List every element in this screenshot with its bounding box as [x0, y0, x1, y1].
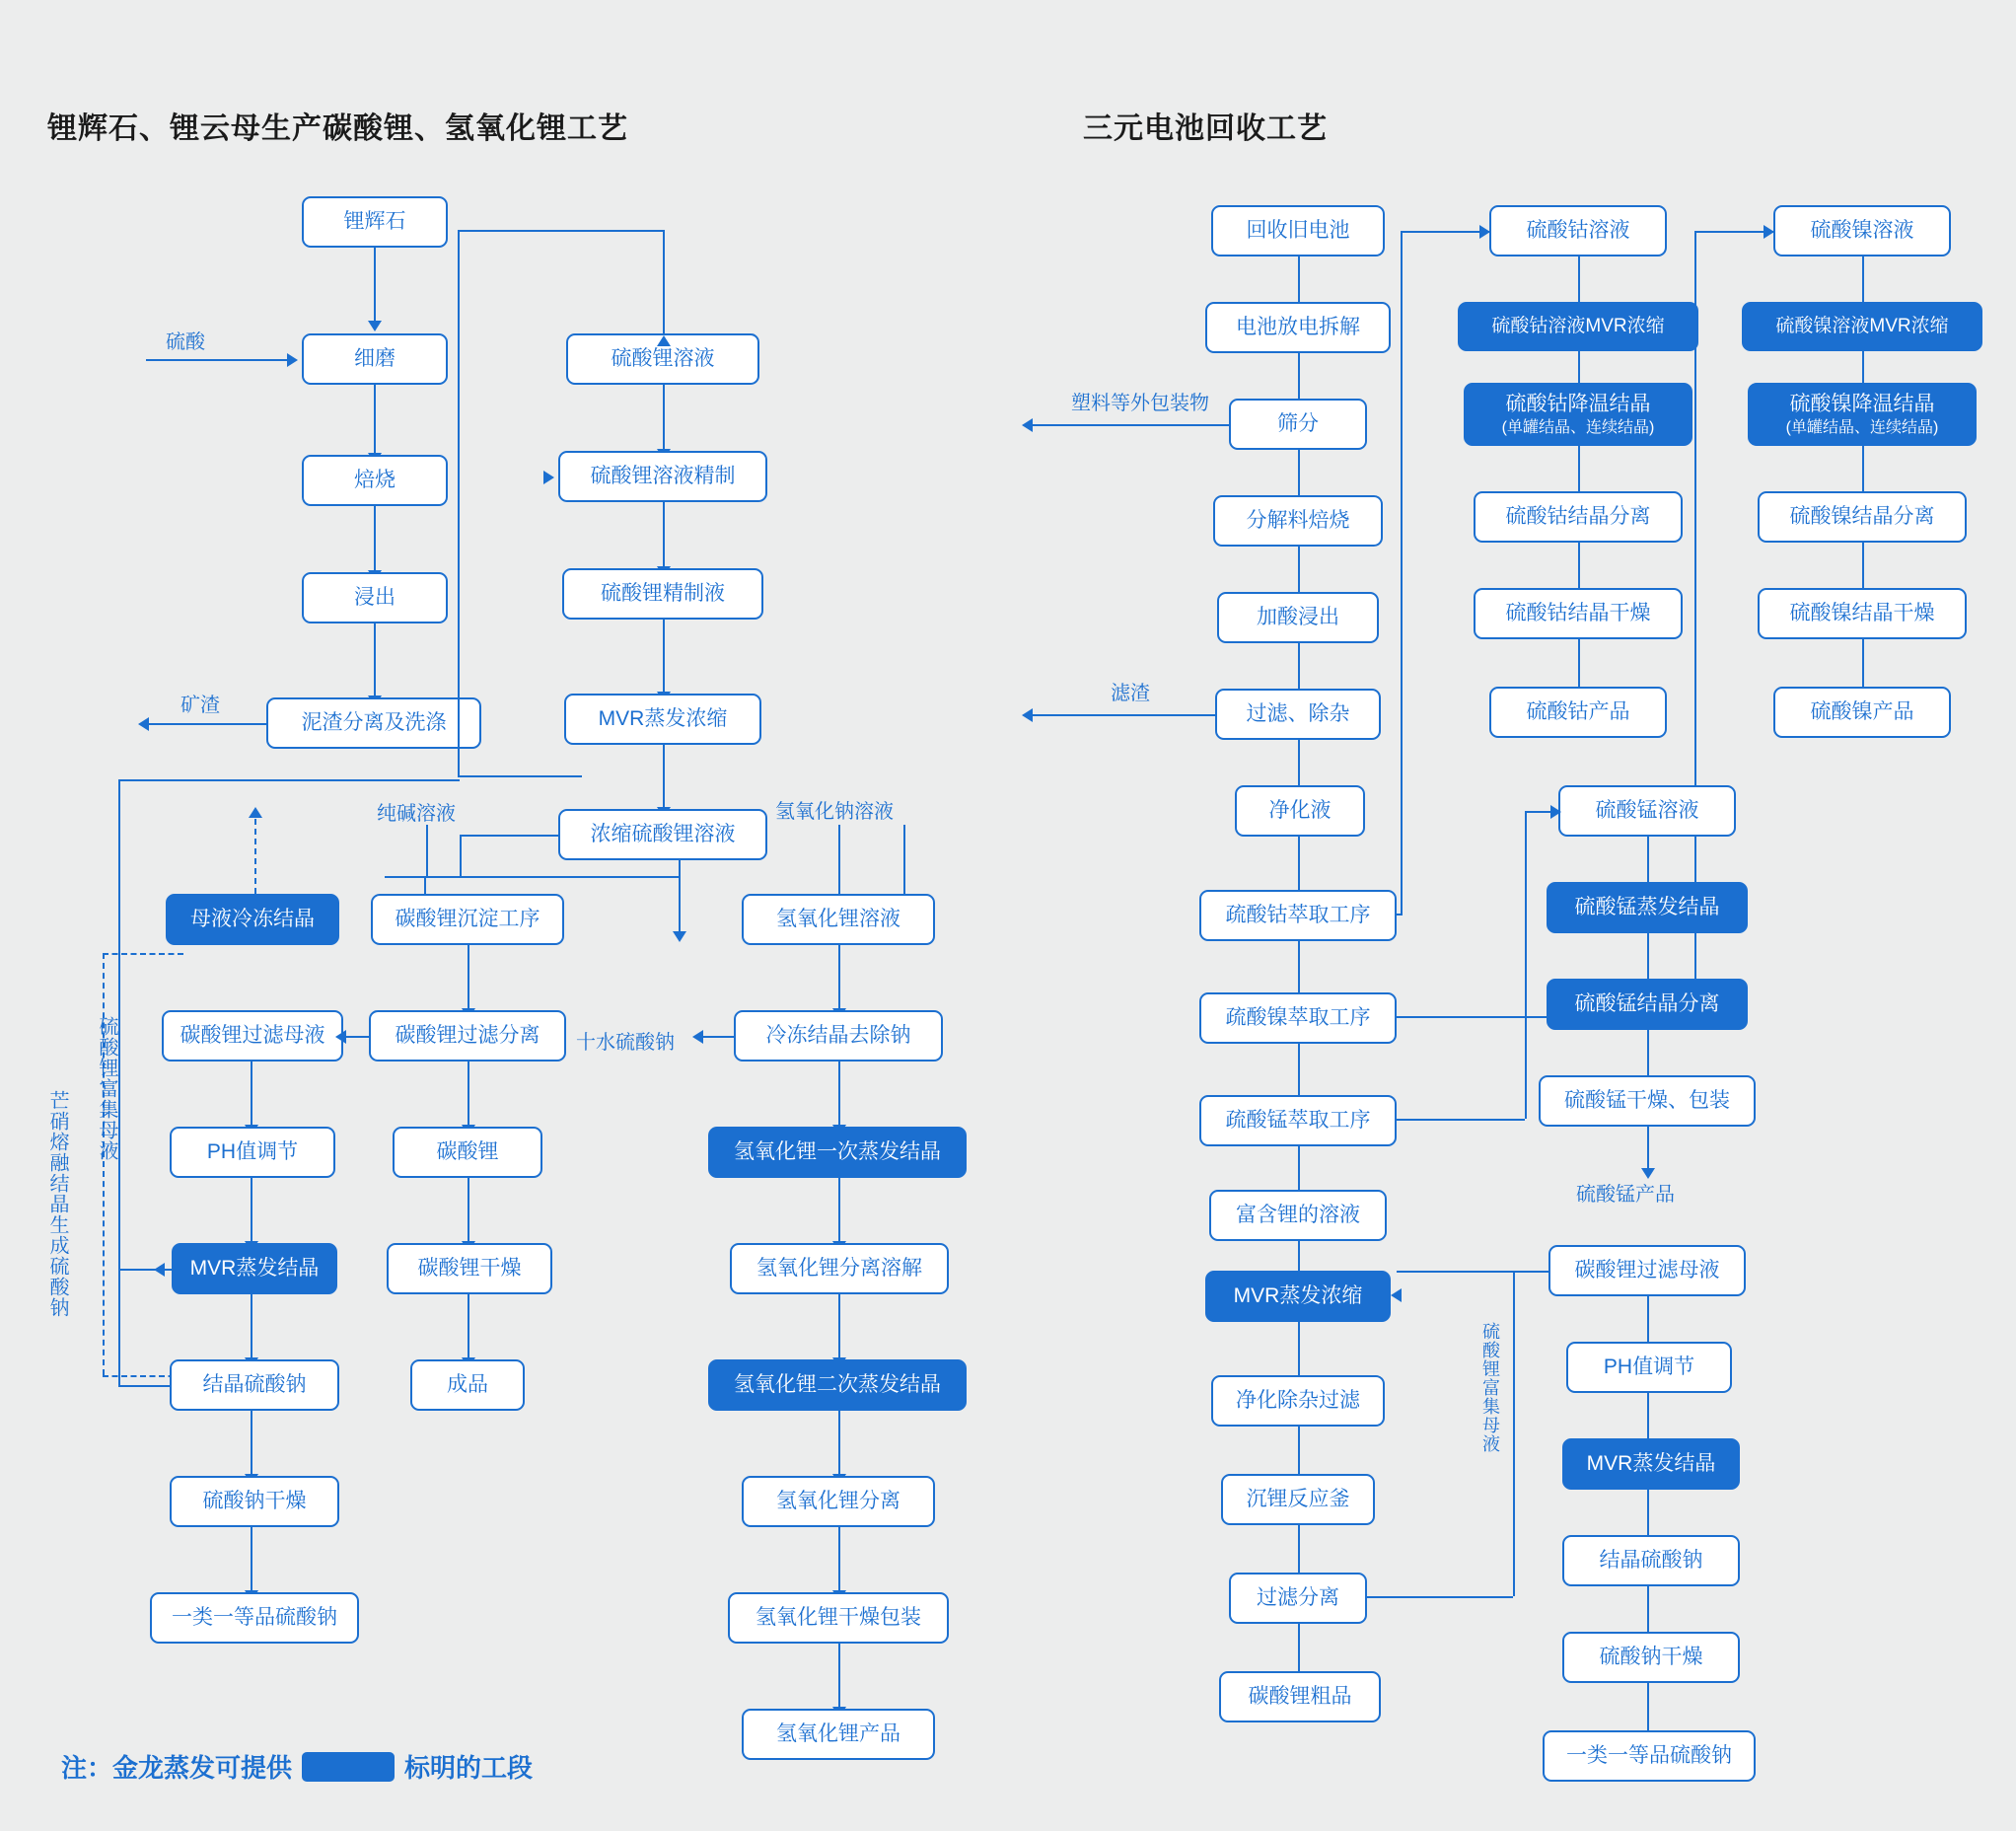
label-mirabilite-fusion: 芒硝熔融结晶生成硫酸钠	[46, 1090, 68, 1318]
legend-note	[61, 1748, 533, 1785]
edge-na2so4-10-line	[700, 1036, 734, 1038]
edge-conc-to-lioh	[679, 860, 681, 933]
arrow-recycle-r-into-mvr	[1391, 1288, 1402, 1302]
node-roast[interactable]: 焙烧	[302, 455, 448, 506]
node-li2so4-refined[interactable]: 硫酸锂精制液	[562, 568, 763, 620]
edge-li2so4-to-refine	[663, 385, 665, 451]
edge-refined-to-mvr	[663, 620, 665, 694]
arrow-filter-to-residue	[1022, 708, 1033, 722]
node-crystalline-sodium-sulfate[interactable]: 结晶硫酸钠	[170, 1359, 339, 1411]
edge-roast-to-leach	[374, 506, 376, 572]
edge-dry-to-grade1	[251, 1527, 252, 1592]
right-diagram-title: 三元电池回收工艺	[1083, 112, 1328, 145]
node-sodium-sulfate-drying[interactable]: 硫酸钠干燥	[170, 1476, 339, 1527]
edge-soda-down	[426, 825, 428, 876]
label-naoh-solution: 氢氧化钠溶液	[775, 801, 894, 823]
edge-sep-to-drypack	[838, 1527, 840, 1592]
edge-r8	[1298, 941, 1300, 1000]
edge-mvr-to-conc	[663, 745, 665, 810]
node-acid-leaching[interactable]: 加酸浸出	[1217, 592, 1379, 643]
node-decomposition-roasting[interactable]: 分解料焙烧	[1213, 495, 1383, 547]
edge-conc-left	[460, 835, 560, 837]
node-manganese-sulfate-solution[interactable]: 硫酸锰溶液	[1558, 785, 1736, 837]
node-leach[interactable]: 浸出	[302, 572, 448, 623]
node-purification-impurity-filtration[interactable]: 净化除杂过滤	[1211, 1375, 1385, 1427]
arrow-filtersep-to-filtrate	[335, 1030, 346, 1044]
arrow-acid-to-grind	[287, 353, 298, 367]
node-finished-product[interactable]: 成品	[410, 1359, 525, 1411]
node-lithium-precipitation-reactor[interactable]: 沉锂反应釜	[1221, 1474, 1375, 1525]
node-mud-separation[interactable]: 泥渣分离及洗涤	[266, 697, 481, 749]
node-nickel-sulfate-extraction[interactable]: 疏酸镍萃取工序	[1199, 992, 1397, 1044]
label-mnso4-product: 硫酸锰产品	[1576, 1184, 1675, 1206]
edge-recycle-r-top	[1397, 1271, 1548, 1273]
node-ph-adjustment[interactable]: PH值调节	[170, 1127, 335, 1178]
edge-top-horizontal	[458, 230, 665, 232]
node-li2so4-refining[interactable]: 硫酸锂溶液精制	[558, 451, 767, 502]
edge-grind-to-roast	[374, 385, 376, 455]
label-ore-slag: 矿渣	[180, 695, 220, 716]
edge-mvr-to-na2so4	[251, 1294, 252, 1359]
node-mvr-evaporation-concentration-right[interactable]: MVR蒸发浓缩	[1205, 1271, 1391, 1322]
node-filtration-separation-right[interactable]: 过滤分离	[1229, 1573, 1367, 1624]
edge-filtersep-to-li2co3	[468, 1062, 469, 1127]
label-li2so4-rich-mother-liquor: 硫酸锂富集母液	[96, 1016, 117, 1161]
arrow-into-li2so4	[657, 335, 671, 346]
arrow-na2so4-10	[692, 1030, 703, 1044]
node-li2co3-precipitation[interactable]: 碳酸锂沉淀工序	[371, 894, 564, 945]
node-lioh-separation-dissolution[interactable]: 氢氧化锂分离溶解	[730, 1243, 949, 1294]
node-niso4-product[interactable]: 硫酸镍产品	[1773, 687, 1951, 738]
node-grade1-sodium-sulfate-right[interactable]: 一类一等品硫酸钠	[1543, 1730, 1756, 1782]
edge-filter-to-residue	[1032, 714, 1215, 716]
edge-drypack-to-product	[838, 1644, 840, 1709]
node-cobalt-sulfate-solution[interactable]: 硫酸钴溶液	[1489, 205, 1667, 256]
node-li2co3-filtrate[interactable]: 碳酸锂过滤母液	[162, 1010, 343, 1062]
node-lioh-product[interactable]: 氢氧化锂产品	[742, 1709, 935, 1760]
edge-dashed-to-freeze	[254, 809, 256, 894]
niso4-cooling-sub: (单罐结晶、连续结晶)	[1785, 418, 1939, 436]
legend-note-prefix: 注：金龙蒸发可提供	[61, 1753, 293, 1783]
node-purified-liquid[interactable]: 净化液	[1235, 785, 1365, 837]
arrow-ore-to-grind	[368, 321, 382, 331]
edge-leach-to-mudsep	[374, 623, 376, 697]
node-cobalt-sulfate-extraction[interactable]: 疏酸钴萃取工序	[1199, 890, 1397, 941]
edge-conc-left-down	[460, 835, 462, 878]
edge-screening-to-plastic	[1032, 424, 1229, 426]
node-lithium-carbonate[interactable]: 碳酸锂	[393, 1127, 542, 1178]
node-niso4-cooling-crystallization[interactable]	[1748, 383, 1977, 446]
node-mvr-evaporation-crystallization-right[interactable]: MVR蒸发结晶	[1562, 1438, 1740, 1490]
label-plastic-packaging: 塑料等外包装物	[1071, 393, 1209, 414]
node-niso4-crystal-separation[interactable]: 硫酸镍结晶分离	[1758, 491, 1967, 543]
node-coso4-mvr-concentration[interactable]: 硫酸钴溶液MVR浓缩	[1458, 302, 1698, 351]
node-niso4-crystal-drying[interactable]: 硫酸镍结晶干燥	[1758, 588, 1967, 639]
arrow-ni-in	[1764, 225, 1774, 239]
node-coso4-crystal-separation[interactable]: 硫酸钴结晶分离	[1474, 491, 1683, 543]
arrow-mn-in	[1550, 805, 1561, 819]
node-coso4-cooling-crystallization[interactable]	[1464, 383, 1692, 446]
edge-freeze-to-evap1	[838, 1062, 840, 1127]
edge-top-to-li2so4	[663, 232, 665, 335]
arrow-co-in	[1479, 225, 1490, 239]
node-mother-liquor-freeze-crystallization[interactable]: 母液冷冻结晶	[166, 894, 339, 945]
node-freeze-crystallize-remove-sodium[interactable]: 冷冻结晶去除钠	[734, 1010, 943, 1062]
edge-ore-to-grind	[374, 248, 376, 323]
edge-evap1-to-sep	[838, 1178, 840, 1243]
edge-precip-to-filtersep	[468, 945, 469, 1010]
coso4-cooling-title: 硫酸钴降温结晶	[1505, 393, 1651, 416]
edge-acid-to-grind	[146, 359, 288, 361]
label-soda-solution: 纯碱溶液	[377, 803, 456, 825]
edge-r12	[1298, 1322, 1300, 1383]
niso4-cooling-title: 硫酸镍降温结晶	[1789, 393, 1935, 416]
node-mvr-evaporation-concentration[interactable]: MVR蒸发浓缩	[564, 694, 761, 745]
arrow-mudsep-to-slag	[138, 717, 149, 731]
node-fine-grind[interactable]: 细磨	[302, 333, 448, 385]
node-li2co3-drying[interactable]: 碳酸锂干燥	[387, 1243, 552, 1294]
edge-co-in-v	[1401, 231, 1403, 916]
node-battery-discharge-dismantle[interactable]: 电池放电拆解	[1205, 302, 1391, 353]
edge-return-to-refine	[458, 775, 582, 777]
left-diagram-title: 锂辉石、锂云母生产碳酸锂、氢氧化锂工艺	[47, 112, 628, 145]
node-ph-adjustment-right[interactable]: PH值调节	[1566, 1342, 1732, 1393]
edge-co-from-extract	[1397, 914, 1403, 916]
arrow-dashed-up	[249, 807, 262, 818]
edge-filtersep-to-filtrate	[343, 1036, 369, 1038]
node-crystalline-sodium-sulfate-right[interactable]: 结晶硫酸钠	[1562, 1535, 1740, 1586]
arrow-return-into-refine	[543, 471, 554, 484]
edge-conc-dist	[385, 876, 681, 878]
legend-color-swatch	[302, 1752, 395, 1782]
node-lithium-rich-solution[interactable]: 富含锂的溶液	[1209, 1190, 1387, 1241]
arrow-conc-to-lioh	[673, 931, 686, 942]
node-screening[interactable]: 筛分	[1229, 399, 1367, 450]
node-li2co3-filtrate-right[interactable]: 碳酸锂过滤母液	[1548, 1245, 1746, 1296]
edge-recycle-top	[118, 779, 460, 781]
edge-sep-to-evap2	[838, 1294, 840, 1359]
node-li2co3-filter-separation[interactable]: 碳酸锂过滤分离	[369, 1010, 566, 1062]
edge-co-in-h	[1401, 231, 1489, 233]
node-lioh-second-evaporation-crystallization[interactable]: 氢氧化锂二次蒸发结晶	[708, 1359, 967, 1411]
node-mnso4-drying-packing[interactable]: 硫酸锰干燥、包装	[1539, 1075, 1756, 1127]
coso4-cooling-sub: (单罐结晶、连续结晶)	[1501, 418, 1655, 436]
node-filtration-impurity-removal[interactable]: 过滤、除杂	[1215, 689, 1381, 740]
node-concentrated-li2so4[interactable]: 浓缩硫酸锂溶液	[558, 809, 767, 860]
arrow-screening-to-plastic	[1022, 418, 1033, 432]
edge-refine-to-refined	[663, 502, 665, 568]
edge-evap2-to-sep	[838, 1411, 840, 1476]
edge-left-return-vertical	[458, 230, 460, 777]
edge-dry-to-finished	[468, 1294, 469, 1359]
node-manganese-sulfate-extraction[interactable]: 疏酸锰萃取工序	[1199, 1095, 1397, 1146]
node-niso4-mvr-concentration[interactable]: 硫酸镍溶液MVR浓缩	[1742, 302, 1982, 351]
edge-recycle-r-v	[1513, 1271, 1515, 1596]
node-sodium-sulfate-drying-right[interactable]: 硫酸钠干燥	[1562, 1632, 1740, 1683]
node-grade1-sodium-sulfate[interactable]: 一类一等品硫酸钠	[150, 1592, 359, 1644]
node-lioh-solution[interactable]: 氢氧化锂溶液	[742, 894, 935, 945]
label-filter-residue: 滤渣	[1111, 683, 1150, 704]
edge-mn4	[1647, 1127, 1649, 1170]
node-coso4-crystal-drying[interactable]: 硫酸钴结晶干燥	[1474, 588, 1683, 639]
label-sulfuric-acid: 硫酸	[166, 331, 205, 353]
edge-recycle-bottom	[118, 1385, 178, 1387]
edge-recycle-into-mvr	[118, 1269, 172, 1271]
edge-mudsep-to-slag	[148, 723, 266, 725]
edge-lioh-to-freeze	[838, 945, 840, 1010]
node-lioh-separation[interactable]: 氢氧化锂分离	[742, 1476, 935, 1527]
node-lithium-ore[interactable]: 锂辉石	[302, 196, 448, 248]
legend-note-suffix: 标明的工段	[404, 1753, 534, 1783]
node-crude-lithium-carbonate[interactable]: 碳酸锂粗品	[1219, 1671, 1381, 1722]
edge-r9	[1298, 1044, 1300, 1103]
node-lioh-drying-packing[interactable]: 氢氧化锂干燥包装	[728, 1592, 949, 1644]
node-mvr-evaporation-crystallization[interactable]: MVR蒸发结晶	[172, 1243, 337, 1294]
edge-na2so4-to-dry	[251, 1411, 252, 1476]
node-mnso4-evaporation-crystallization[interactable]: 硫酸锰蒸发结晶	[1547, 882, 1748, 933]
label-sodium-sulfate-decahydrate: 十水硫酸钠	[576, 1032, 675, 1054]
node-nickel-sulfate-solution[interactable]: 硫酸镍溶液	[1773, 205, 1951, 256]
edge-filtrate-to-ph	[251, 1062, 252, 1127]
edge-li2co3-to-dry	[468, 1178, 469, 1243]
edge-recycle-r-bottom	[1367, 1596, 1513, 1598]
edge-r7	[1298, 837, 1300, 898]
label-li2so4-rich-mother-liquor-right: 硫酸锂富集母液	[1480, 1322, 1500, 1453]
edge-ni-in-h	[1694, 231, 1773, 233]
edge-mn-in-v	[1525, 811, 1527, 1119]
node-recover-old-battery[interactable]: 回收旧电池	[1211, 205, 1385, 256]
node-lioh-first-evaporation-crystallization[interactable]: 氢氧化锂一次蒸发结晶	[708, 1127, 967, 1178]
node-mnso4-crystal-separation[interactable]: 硫酸锰结晶分离	[1547, 979, 1748, 1030]
edge-dashed-top-h	[103, 953, 183, 955]
node-coso4-product[interactable]: 硫酸钴产品	[1489, 687, 1667, 738]
node-li2so4-solution[interactable]: 硫酸锂溶液	[566, 333, 759, 385]
edge-ph-to-mvr	[251, 1178, 252, 1243]
edge-mn-from-extract	[1397, 1119, 1525, 1121]
